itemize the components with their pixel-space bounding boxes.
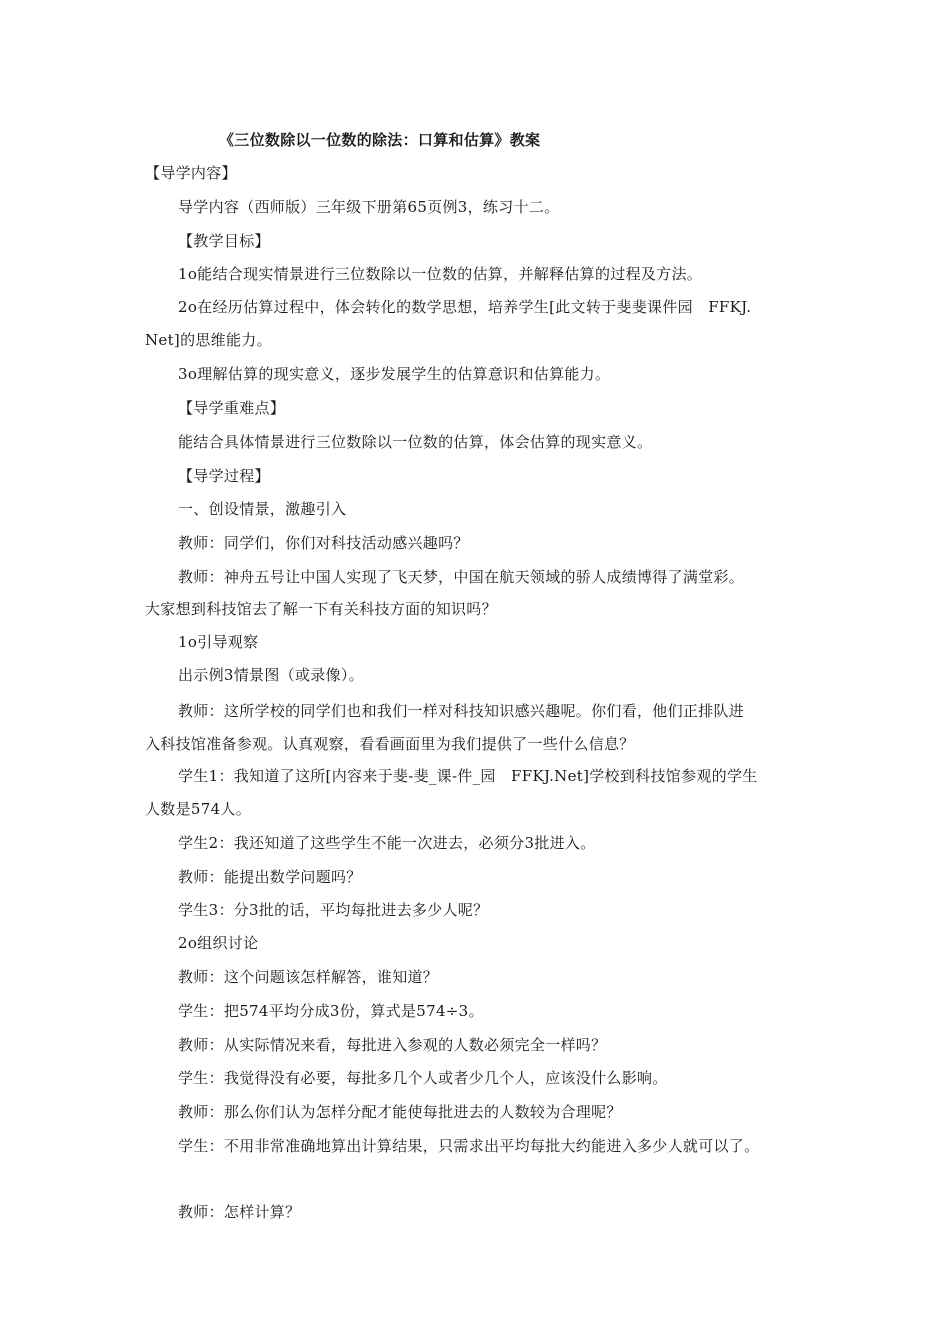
paragraph-key-points: 能结合具体情景进行三位数除以一位数的估算，体会估算的现实意义。 (178, 433, 653, 451)
dialogue-line-continued: 大家想到科技馆去了解一下有关科技方面的知识吗？ (145, 600, 497, 618)
dialogue-line: 学生：不用非常准确地算出计算结果，只需求出平均每批大约能进入多少人就可以了。 (178, 1137, 760, 1155)
document-title: 《三位数除以一位数的除法：口算和估算》教案 (219, 131, 541, 149)
dialogue-line: 学生：我觉得没有必要，每批多几个人或者少几个人，应该没什么影响。 (178, 1069, 668, 1087)
dialogue-line: 教师：这个问题该怎样解答，谁知道？ (178, 968, 439, 986)
dialogue-line: 学生3：分3批的话，平均每批进去多少人呢？ (178, 901, 489, 919)
dialogue-line: 学生2：我还知道了这些学生不能一次进去，必须分3批进入。 (178, 834, 596, 852)
dialogue-line: 教师：怎样计算？ (178, 1203, 301, 1221)
section-heading-content: 【导学内容】 (145, 164, 237, 182)
step-subheading-discuss: 2o组织讨论 (178, 934, 259, 952)
dialogue-line-continued: 入科技馆准备参观。认真观察，看看画面里为我们提供了一些什么信息？ (145, 735, 635, 753)
paragraph-content: 导学内容（西师版）三年级下册第65页例3，练习十二。 (178, 198, 560, 216)
goal-1: 1o能结合现实情景进行三位数除以一位数的估算，并解释估算的过程及方法。 (178, 265, 703, 283)
dialogue-line: 学生1：我知道了这所[内容来于斐-斐_课-件_园 FFKJ.Net]学校到科技馆参观的学生 (178, 767, 758, 785)
dialogue-line: 教师：同学们，你们对科技活动感兴趣吗？ (178, 534, 469, 552)
section-heading-goals: 【教学目标】 (178, 232, 270, 250)
dialogue-line-continued: 人数是574人。 (145, 800, 252, 818)
goal-3: 3o理解估算的现实意义，逐步发展学生的估算意识和估算能力。 (178, 365, 611, 383)
paragraph-show-example: 出示例3情景图（或录像）。 (178, 666, 364, 684)
goal-2: 2o在经历估算过程中，体会转化的数学思想，培养学生[此文转于斐斐课件园 FFKJ. (178, 298, 752, 316)
dialogue-line: 学生：把574平均分成3份，算式是574÷3。 (178, 1002, 484, 1020)
dialogue-line: 教师：这所学校的同学们也和我们一样对科技知识感兴趣呢。你们看，他们正排队进 (178, 702, 745, 720)
section-heading-key-points: 【导学重难点】 (178, 399, 286, 417)
dialogue-line: 教师：神舟五号让中国人实现了飞天梦，中国在航天领域的骄人成绩博得了满堂彩。 (178, 568, 745, 586)
step-heading-1: 一、创设情景，激趣引入 (178, 500, 347, 518)
dialogue-line: 教师：那么你们认为怎样分配才能使每批进去的人数较为合理呢？ (178, 1103, 622, 1121)
section-heading-process: 【导学过程】 (178, 467, 270, 485)
dialogue-line: 教师：从实际情况来看，每批进入参观的人数必须完全一样吗？ (178, 1036, 607, 1054)
dialogue-line: 教师：能提出数学问题吗？ (178, 868, 362, 886)
step-subheading-observe: 1o引导观察 (178, 633, 259, 651)
goal-2-continued: Net]的思维能力。 (145, 331, 272, 349)
